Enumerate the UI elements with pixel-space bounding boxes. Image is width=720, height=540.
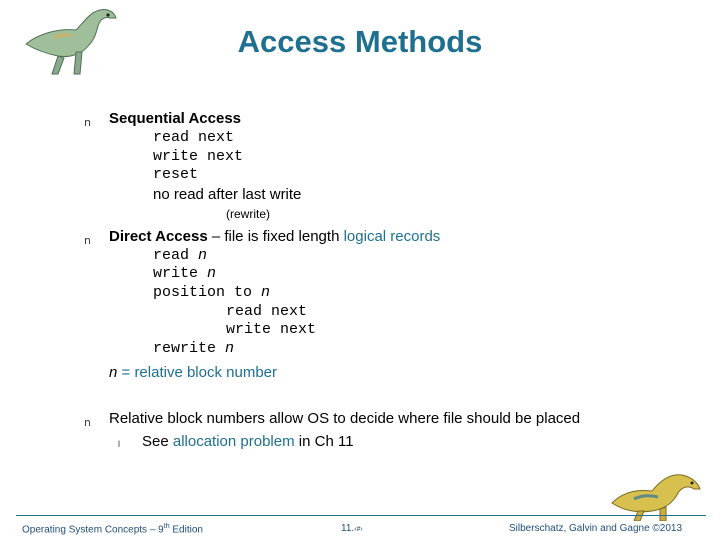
direct-op-var: n [225,340,235,357]
direct-op-rewrite [153,340,234,357]
footer-book-main: Operating System Concepts – 9 [22,524,164,536]
direct-nested-op: write next [226,321,317,338]
direct-definition-text: = relative block number [117,364,278,381]
allocation-problem-link[interactable]: allocation problem [172,433,295,450]
direct-definition [109,364,277,381]
footer-page-number [341,523,363,534]
footer-page-mark: ‹#› [354,526,363,533]
footer-divider [16,515,706,516]
footer-book-end: Edition [169,524,203,536]
slide-title: Access Methods [237,24,483,59]
direct-op-position [153,284,270,301]
sequential-heading: Sequential Access [109,110,242,127]
sub-bullet-marker: l [118,439,120,449]
relative-sub-prefix: See [142,433,173,450]
direct-heading: Direct Access [109,228,208,245]
direct-op-var: n [207,265,217,282]
direct-heading-line [109,228,440,245]
relative-text: Relative block numbers allow OS to decide where file should be placed [109,410,581,427]
bullet-marker: n [84,234,91,247]
sequential-note: (rewrite) [226,207,270,221]
direct-op-keyword: rewrite [153,340,226,357]
direct-nested-op: read next [226,303,308,320]
bullet-marker: n [84,416,91,429]
sequential-op: no read after last write [153,186,302,203]
footer-copyright: Silberschatz, Galvin and Gagne ©2013 [509,523,683,534]
direct-dash-text: – file is fixed length [207,228,344,245]
direct-op-keyword: write [153,265,208,282]
sequential-op: read next [153,129,235,146]
direct-op-keyword: read [153,247,199,264]
sequential-op: reset [153,166,199,183]
dinosaur-corner-icon [608,455,708,521]
direct-op-write [153,265,216,282]
logical-records-link[interactable]: logical records [343,228,441,245]
relative-sub-line [142,433,354,450]
bullet-marker: n [84,116,91,129]
sequential-op: write next [153,148,244,165]
direct-op-keyword: position to [153,284,262,301]
direct-op-var: n [198,247,208,264]
relative-sub-suffix: in Ch 11 [294,433,354,450]
footer-book-sup: th [163,523,170,530]
footer-page: 11. [341,523,355,534]
footer-book-title [22,523,203,535]
direct-definition-var: n [109,364,118,381]
direct-op-read [153,247,207,264]
direct-op-var: n [261,284,271,301]
